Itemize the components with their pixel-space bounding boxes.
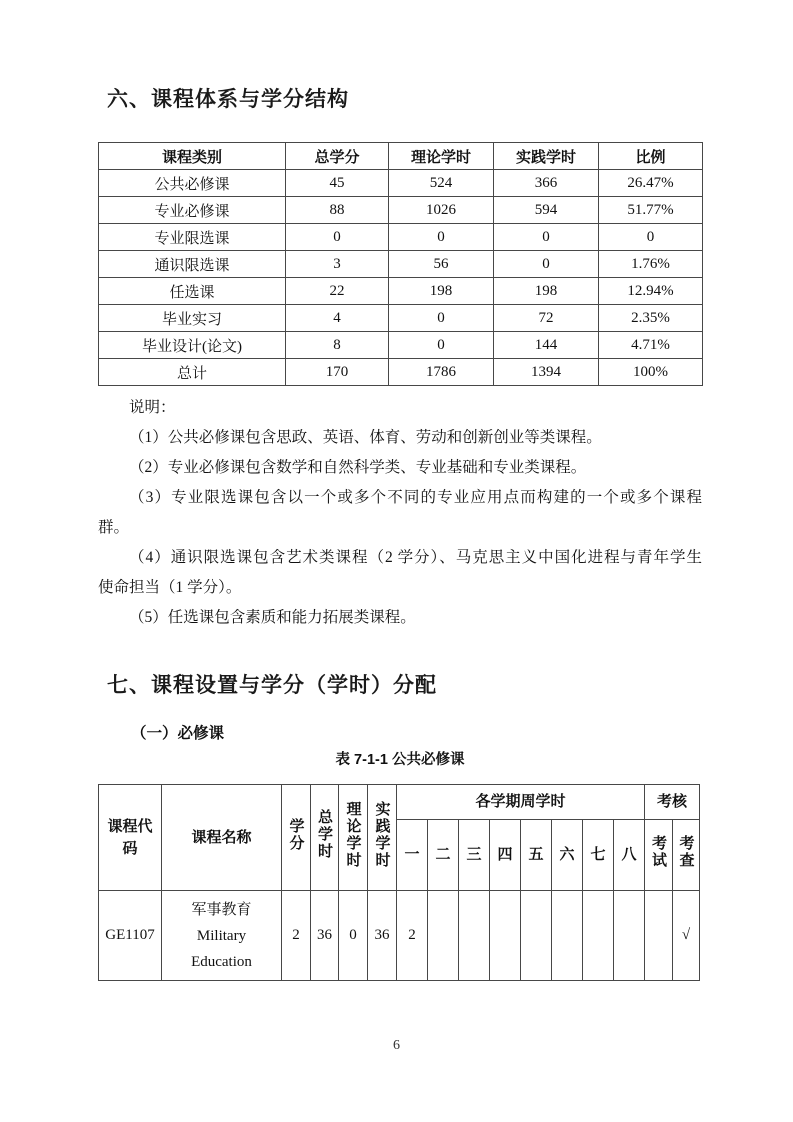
header-semester-6: 六	[552, 820, 583, 891]
note-item: （3）专业限选课包含以一个或多个不同的专业应用点而构建的一个或多个课程	[129, 489, 702, 506]
note-item: （1）公共必修课包含思政、英语、体育、劳动和创新创业等类课程。	[129, 429, 602, 446]
cell-ratio: 12.94%	[599, 278, 703, 305]
note-item-continuation: 使命担当（1 学分）。	[98, 579, 242, 596]
header-course-code-label: 课程代码	[107, 817, 153, 857]
note-item: （4）通识限选课包含艺术类课程（2 学分）、马克思主义中国化进程与青年学生	[129, 549, 702, 566]
header-exam-label: 考试	[650, 835, 668, 869]
cell-ratio: 2.35%	[599, 305, 703, 332]
header-semester-3: 三	[459, 820, 490, 891]
cell-credits: 170	[286, 359, 389, 386]
header-practice-hours: 实践学时	[494, 143, 599, 170]
cell-practice: 0	[494, 251, 599, 278]
header-semester-8: 八	[614, 820, 645, 891]
header-total-hours-label: 总学时	[316, 809, 333, 860]
table-row	[99, 197, 703, 224]
cell-ratio: 4.71%	[599, 332, 703, 359]
header-total-hours	[311, 785, 339, 891]
header-exam	[645, 820, 673, 891]
cell-semester-7	[583, 891, 614, 981]
cell-semester-8	[614, 891, 645, 981]
course-row	[99, 891, 700, 981]
note-item-continuation: 群。	[98, 519, 130, 536]
header-weekly-hours-group: 各学期周学时	[397, 785, 645, 820]
cell-theory: 0	[389, 332, 494, 359]
cell-credits: 22	[286, 278, 389, 305]
cell-credits: 2	[282, 891, 311, 981]
cell-course-name	[162, 891, 282, 981]
cell-semester-3	[459, 891, 490, 981]
header-assessment-group: 考核	[645, 785, 700, 820]
section7-title: 七、课程设置与学分（学时）分配	[107, 674, 437, 697]
cell-credits: 0	[286, 224, 389, 251]
header-semester-1: 一	[397, 820, 428, 891]
cell-category: 毕业实习	[99, 305, 286, 332]
header-total-credits: 总学分	[286, 143, 389, 170]
cell-ratio: 0	[599, 224, 703, 251]
credit-table-header-row	[99, 143, 703, 170]
subsection-title: （一）必修课	[131, 725, 225, 742]
notes-block	[98, 393, 702, 633]
cell-theory-hours: 0	[339, 891, 368, 981]
header-course-name: 课程名称	[162, 785, 282, 891]
cell-ratio: 1.76%	[599, 251, 703, 278]
cell-semester-1: 2	[397, 891, 428, 981]
cell-category: 公共必修课	[99, 170, 286, 197]
header-theory-hours: 理论学时	[389, 143, 494, 170]
cell-semester-6	[552, 891, 583, 981]
cell-theory: 56	[389, 251, 494, 278]
course-table-header-row-1	[99, 785, 700, 820]
header-semester-4: 四	[490, 820, 521, 891]
cell-check checkmark: √	[673, 891, 700, 981]
header-check-label: 考查	[677, 835, 695, 869]
header-theory-hours	[339, 785, 368, 891]
cell-practice-hours: 36	[368, 891, 397, 981]
cell-theory: 0	[389, 224, 494, 251]
cell-semester-5	[521, 891, 552, 981]
table-caption: 表 7-1-1 公共必修课	[335, 752, 465, 768]
table-row	[99, 332, 703, 359]
cell-theory: 1786	[389, 359, 494, 386]
cell-practice: 1394	[494, 359, 599, 386]
section6-title: 六、课程体系与学分结构	[107, 88, 349, 111]
cell-category: 毕业设计(论文)	[99, 332, 286, 359]
cell-credits: 3	[286, 251, 389, 278]
header-course-category: 课程类别	[99, 143, 286, 170]
header-semester-2: 二	[428, 820, 459, 891]
table-row	[99, 278, 703, 305]
page-content	[98, 87, 702, 981]
cell-category: 专业限选课	[99, 224, 286, 251]
cell-theory: 524	[389, 170, 494, 197]
table-row	[99, 224, 703, 251]
cell-ratio: 100%	[599, 359, 703, 386]
cell-practice: 72	[494, 305, 599, 332]
cell-ratio: 26.47%	[599, 170, 703, 197]
cell-credits: 4	[286, 305, 389, 332]
cell-theory: 0	[389, 305, 494, 332]
cell-practice: 0	[494, 224, 599, 251]
header-credits-label: 学分	[287, 817, 305, 852]
header-theory-hours-label: 理论学时	[344, 800, 362, 869]
table-row	[99, 251, 703, 278]
cell-credits: 88	[286, 197, 389, 224]
notes-label: 说明：	[129, 399, 176, 416]
header-practice-hours	[368, 785, 397, 891]
course-name-en-line2: Education	[191, 953, 252, 970]
credit-structure-table	[98, 142, 703, 386]
table-row-total	[99, 359, 703, 386]
cell-practice: 198	[494, 278, 599, 305]
cell-practice: 366	[494, 170, 599, 197]
course-name-en-line1: Military	[196, 927, 247, 944]
header-practice-hours-label: 实践学时	[373, 800, 391, 869]
cell-credits: 8	[286, 332, 389, 359]
table-row	[99, 305, 703, 332]
header-ratio: 比例	[599, 143, 703, 170]
required-course-table	[98, 784, 700, 981]
page-number: 6	[393, 1038, 400, 1053]
cell-practice: 594	[494, 197, 599, 224]
header-course-code	[99, 785, 162, 891]
table-row	[99, 170, 703, 197]
cell-category: 通识限选课	[99, 251, 286, 278]
header-semester-5: 五	[521, 820, 552, 891]
note-item: （5）任选课包含素质和能力拓展类课程。	[129, 609, 416, 626]
header-semester-7: 七	[583, 820, 614, 891]
cell-credits: 45	[286, 170, 389, 197]
course-name-lines	[162, 897, 281, 975]
cell-total-hours: 36	[311, 891, 339, 981]
cell-theory: 198	[389, 278, 494, 305]
header-check	[673, 820, 700, 891]
note-item: （2）专业必修课包含数学和自然科学类、专业基础和专业类课程。	[129, 459, 587, 476]
cell-course-code: GE1107	[99, 891, 162, 981]
course-name-zh: 军事教育	[191, 901, 252, 918]
cell-category: 任选课	[99, 278, 286, 305]
cell-category: 专业必修课	[99, 197, 286, 224]
cell-ratio: 51.77%	[599, 197, 703, 224]
cell-theory: 1026	[389, 197, 494, 224]
cell-semester-4	[490, 891, 521, 981]
header-credits	[282, 785, 311, 891]
cell-category: 总计	[99, 359, 286, 386]
cell-exam	[645, 891, 673, 981]
cell-practice: 144	[494, 332, 599, 359]
cell-semester-2	[428, 891, 459, 981]
